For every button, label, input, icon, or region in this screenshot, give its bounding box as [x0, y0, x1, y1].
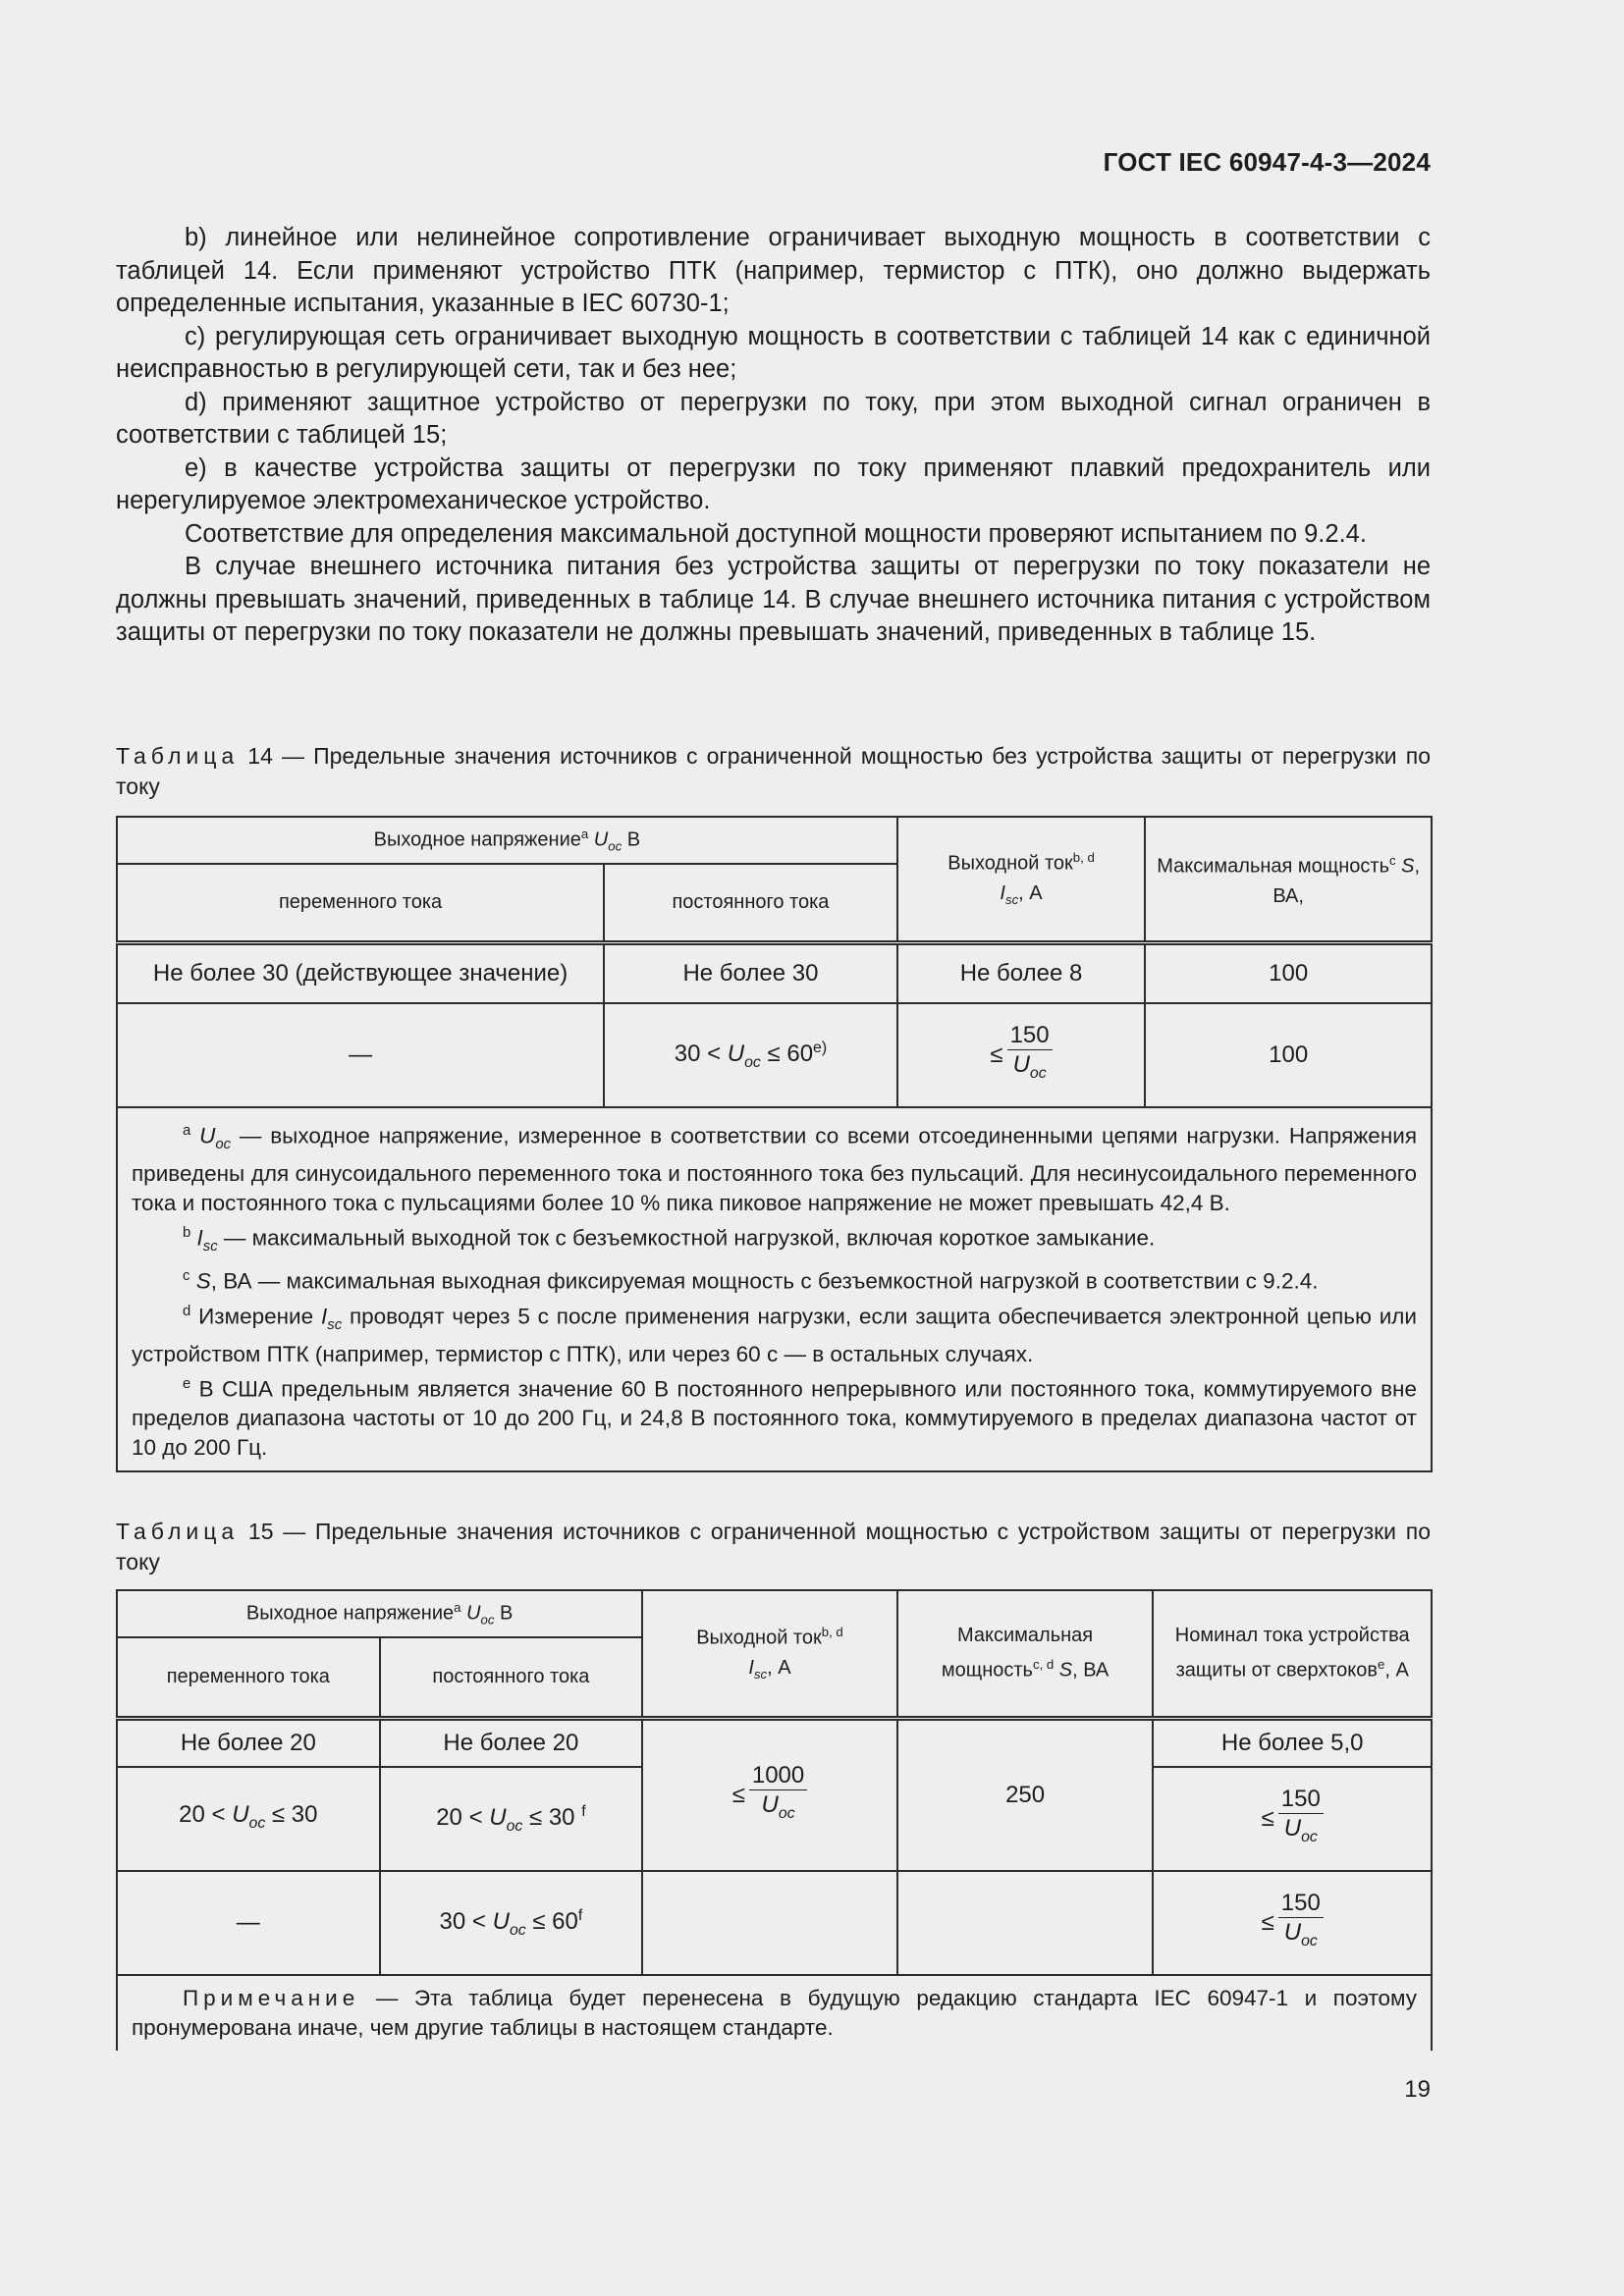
t14-r1-ac: Не более 30 (действующее значение)	[117, 942, 604, 1003]
paragraph-external-source: В случае внешнего источника питания без устройства защиты от перегрузки по току показатели не должны превышать значений, приведенных в таблице 14. В случае внешнего источника питания с устройством защиты от перегрузки по току показатели не должны превышать значений, приведенных в таблице 15.	[116, 553, 1431, 646]
paragraph-c: c) регулирующая сеть ограничивает выходную мощность в соответствии с таблицей 14 как с единичной неисправностью в регулирующей сети, так и без нее;	[116, 322, 1431, 383]
footnote-e: $^e$ В США предельным является значение 60 В постоянного непрерывного или постоянного тока, коммутируемого вне пределов диапазона частоты от 10 до 200 Гц, и 24,8 В постоянного тока, коммутируемого в пределах диапазона частот от 10 до 200 Гц.	[132, 1375, 1417, 1460]
table15-caption: Таблица 15 — Предельные значения источников с ограниченной мощностью с устройством защиты от перегрузки по току	[116, 1519, 1431, 1575]
t15-power-merged: 250	[897, 1718, 1154, 1871]
t14-header-voltage: Выходное напряжение$^a$ $U_{oc}$ В	[117, 817, 897, 864]
footnote-a: $^a$ $U_{oc}$ — выходное напряжение, измеренное в соответствии со всеми отсоединенными цепями нагрузки. Напряжения приведены для синусоидального переменного тока и постоянного тока без пульсаций. Для несинусоидального переменного тока и постоянного тока с пульсациями более 10 % пика пиковое напряжение не может превышать 42,4 В.	[132, 1123, 1417, 1215]
t14-r1-current: Не более 8	[897, 942, 1146, 1003]
t15-r2-ac: $20 < U_{oc} \le 30$	[117, 1767, 380, 1871]
footnote-b: $^b$ $I_{sc}$ — максимальный выходной ток с безъемкостной нагрузкой, включая короткое замыкание.	[183, 1225, 1156, 1255]
t15-r3-ac: —	[117, 1871, 380, 1975]
t15-current-fraction: 1000 $U_{oc}$	[749, 1762, 807, 1829]
t15-header-current: Выходной ток$^{b, d}$ $I_{sc}$, А	[642, 1590, 897, 1718]
t15-r3-fuse-fraction: 150 $U_{oc}$	[1278, 1890, 1324, 1956]
t14-header-dc: постоянного тока	[604, 864, 897, 942]
t14-fraction: 150 $U_{oc}$	[1007, 1022, 1053, 1089]
table14-caption: Таблица 14 — Предельные значения источников с ограниченной мощностью без устройства защиты от перегрузки по току	[116, 743, 1431, 799]
t15-r1-ac: Не более 20	[117, 1718, 380, 1767]
t15-r1-dc: Не более 20	[380, 1718, 643, 1767]
t14-r2-power: 100	[1145, 1003, 1432, 1107]
t14-header-current: Выходной ток$^{b, d}$ $I_{sc}$, А	[897, 817, 1146, 942]
t15-r2-fuse: ≤ 150 $U_{oc}$	[1153, 1767, 1432, 1871]
t14-r2-dc: $30 < U_{oc} \le 60^{e)}$	[604, 1003, 897, 1107]
footnote-c: $^c$ S, ВА — максимальная выходная фиксируемая мощность с безъемкостной нагрузкой в соответствии с 9.2.4.	[183, 1268, 1319, 1294]
t14-header-ac: переменного тока	[117, 864, 604, 942]
table-14	[116, 816, 1433, 1472]
t15-header-voltage: Выходное напряжение$^a$ $U_{oc}$ В	[117, 1590, 642, 1637]
t14-r2-ac: —	[117, 1003, 604, 1107]
t14-footnotes	[117, 1107, 1432, 1471]
t15-note: Примечание — Эта таблица будет перенесена в будущую редакцию стандарта IEC 60947-1 и поэтому пронумерована иначе, чем другие таблицы в настоящем стандарте.	[117, 1975, 1432, 2051]
t15-header-dc: постоянного тока	[380, 1637, 643, 1718]
paragraph-b: b) линейное или нелинейное сопротивление ограничивает выходную мощность в соответствии с таблицей 14. Если применяют устройство ПТК (например, термистор с ПТК), оно должно выдержать определенные испытания, указанные в IEC 60730-1;	[116, 224, 1431, 317]
t15-header-power: Максимальная мощность$^{c, d}$ S, ВА	[897, 1590, 1154, 1718]
table-15	[116, 1589, 1433, 2051]
t14-r1-dc: Не более 30	[604, 942, 897, 1003]
paragraph-compliance: Соответствие для определения максимальной доступной мощности проверяют испытанием по 9.2.4.	[185, 519, 1367, 548]
t15-r3-dc: $30 < U_{oc} \le 60^f$	[380, 1871, 643, 1975]
page-number: 19	[1404, 2076, 1431, 2103]
t15-r2-fuse-fraction: 150 $U_{oc}$	[1278, 1786, 1324, 1852]
t14-header-power: Максимальная мощность$^c$ S, ВА,	[1145, 817, 1432, 942]
t15-r3-current-empty	[642, 1871, 897, 1975]
t15-r1-fuse: Не более 5,0	[1153, 1718, 1432, 1767]
paragraph-d: d) применяют защитное устройство от перегрузки по току, при этом выходной сигнал ограничен в соответствии с таблицей 15;	[116, 388, 1431, 449]
footnote-d: $^d$ Измерение $I_{sc}$ проводят через 5 с после применения нагрузки, если защита обеспечивается электронной цепью или устройством ПТК (например, термистор с ПТК), или через 60 с — в остальных случаях.	[132, 1303, 1417, 1366]
t14-r1-power: 100	[1145, 942, 1432, 1003]
body-text	[116, 222, 1431, 650]
t15-r3-fuse: ≤ 150 $U_{oc}$	[1153, 1871, 1432, 1975]
t15-header-fuse: Номинал тока устройства защиты от сверхтоков$^e$, А	[1153, 1590, 1432, 1718]
t15-r3-power-empty	[897, 1871, 1154, 1975]
document-header: ГОСТ IEC 60947-4-3—2024	[1103, 147, 1431, 177]
t15-current-merged: ≤ 1000 $U_{oc}$	[642, 1718, 897, 1871]
t15-r2-dc: $20 < U_{oc} \le 30$ $^f$	[380, 1767, 643, 1871]
paragraph-e: e) в качестве устройства защиты от перегрузки по току применяют плавкий предохранитель или нерегулируемое электромеханическое устройство.	[116, 454, 1431, 514]
t14-r2-current: ≤ 150 $U_{oc}$	[897, 1003, 1146, 1107]
t15-header-ac: переменного тока	[117, 1637, 380, 1718]
